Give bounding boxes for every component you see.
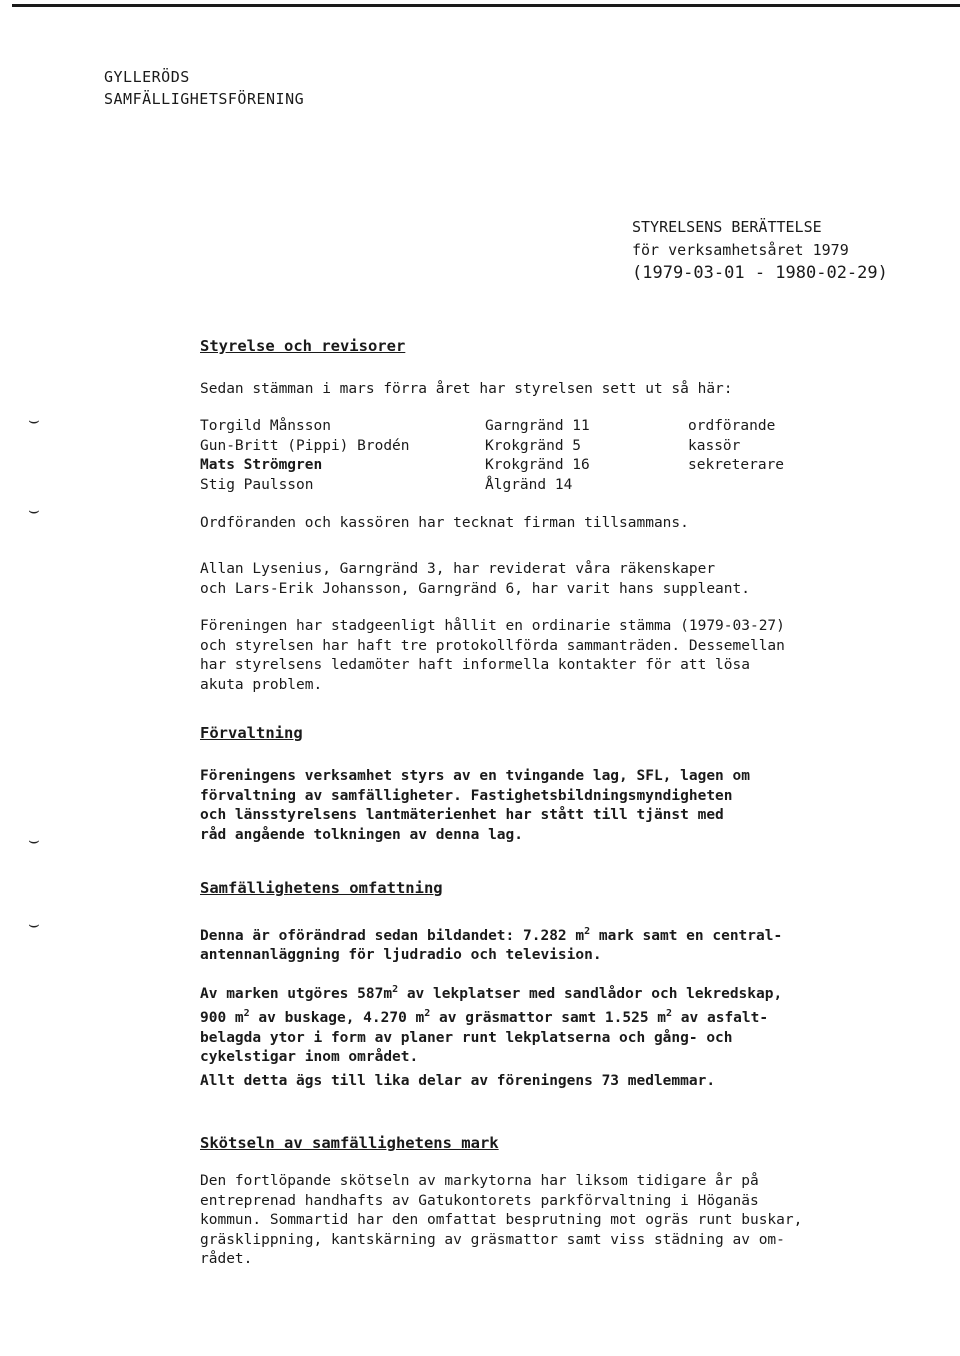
skotsel-line: kommun. Sommartid har den omfattat besprutning mot ogräs runt buskar, [200, 1212, 803, 1228]
omfattning-text: Denna är oförändrad sedan bildandet: 7.282 m [200, 927, 585, 944]
report-header [632, 216, 888, 285]
skotsel-line: entreprenad handhafts av Gatukontorets parkförvaltning i Höganäs [200, 1192, 759, 1209]
omfattning-paragraph-2 [200, 980, 920, 1068]
omfattning-line [200, 922, 920, 946]
member-role: sekreterare [688, 457, 785, 473]
omfattning-paragraph-1 [200, 922, 920, 966]
stamma-line: och styrelsen har haft tre protokollförda sammanträden. Dessemellan [200, 637, 785, 654]
member-name: Gun-Britt (Pippi) Brodén [200, 437, 410, 454]
board-member-row [200, 456, 920, 476]
board-member-row [200, 417, 920, 437]
firma-paragraph [200, 514, 920, 534]
member-address: Garngränd 11 [485, 418, 590, 434]
forvaltning-line: råd angående tolkningen av denna lag. [200, 826, 524, 843]
member-role: kassör [688, 437, 741, 454]
omfattning-line: antennanläggning för ljudradio och television. [200, 947, 602, 964]
forvaltning-paragraph [200, 767, 920, 845]
organization-name [104, 66, 304, 110]
heading-forvaltning: Förvaltning [200, 724, 303, 742]
omfattning-line: cykelstigar inom området. [200, 1049, 419, 1066]
stamma-paragraph [200, 617, 920, 695]
member-address: Ålgränd 14 [485, 476, 573, 493]
omfattning-line [200, 980, 920, 1004]
skotsel-line: Den fortlöpande skötseln av markytorna har liksom tidigare år på [200, 1173, 759, 1189]
punch-mark: ⌣ [28, 500, 40, 521]
superscript: 2 [584, 926, 591, 937]
firma-text: Ordföranden och kassören har tecknat firman tillsammans. [200, 515, 689, 531]
punch-mark: ⌣ [28, 410, 40, 431]
omfattning-text: 900 m [200, 1010, 244, 1027]
omfattning-text: av lekplatser med sandlådor och lekredskap, [398, 985, 783, 1002]
skotsel-paragraph [200, 1172, 920, 1270]
stamma-line: akuta problem. [200, 676, 323, 693]
omfattning-text: av gräsmattor samt 1.525 m [430, 1010, 667, 1027]
board-member-row [200, 476, 920, 496]
heading-omfattning: Samfällighetens omfattning [200, 879, 443, 897]
superscript: 2 [666, 1008, 673, 1020]
heading-styrelse: Styrelse och revisorer [200, 337, 406, 355]
stamma-line: har styrelsens ledamöter haft informella kontakter för att lösa [200, 657, 750, 673]
superscript: 2 [392, 984, 399, 995]
heading-skotsel: Skötseln av samfällighetens mark [200, 1134, 499, 1152]
board-members-table [200, 417, 920, 495]
revisor-paragraph [200, 560, 920, 599]
omfattning-text: av buskage, 4.270 m [249, 1010, 425, 1027]
omfattning-text: mark samt en central- [590, 927, 783, 944]
omfattning-paragraph-3 [200, 1072, 920, 1092]
superscript: 2 [243, 1008, 250, 1020]
report-title: STYRELSENS BERÄTTELSE [632, 218, 822, 236]
forvaltning-line: och länsstyrelsens lantmäterienhet har stått till tjänst med [200, 807, 724, 823]
punch-mark: ⌣ [28, 914, 40, 935]
revisor-line: och Lars-Erik Johansson, Garngränd 6, har varit hans suppleant. [200, 580, 750, 597]
organization-line-1: GYLLERÖDS [104, 68, 190, 86]
skotsel-line: rådet. [200, 1251, 253, 1267]
omfattning-text: Av marken utgöres 587m [200, 985, 393, 1002]
stamma-line: Föreningen har stadgeenligt hållit en ordinarie stämma (1979-03-27) [200, 618, 785, 634]
styrelse-intro [200, 380, 920, 400]
revisor-line: Allan Lysenius, Garngränd 3, har reviderat våra räkenskaper [200, 561, 716, 577]
member-name: Mats Strömgren [200, 457, 323, 473]
omfattning-line: Allt detta ägs till lika delar av föreningens 73 medlemmar. [200, 1073, 716, 1089]
skotsel-line: gräsklippning, kantskärning av gräsmattor samt viss städning av om- [200, 1231, 785, 1248]
member-address: Krokgränd 5 [485, 437, 582, 454]
organization-line-2: SAMFÄLLIGHETSFÖRENING [104, 90, 305, 108]
member-name: Torgild Månsson [200, 418, 331, 434]
member-role: ordförande [688, 418, 776, 434]
omfattning-text: av asfalt- [672, 1010, 769, 1027]
top-edge-line [12, 4, 960, 7]
superscript: 2 [424, 1008, 431, 1020]
omfattning-line [200, 1004, 920, 1028]
styrelse-intro-text: Sedan stämman i mars förra året har styrelsen sett ut så här: [200, 381, 733, 397]
member-address: Krokgränd 16 [485, 457, 590, 473]
forvaltning-line: Föreningens verksamhet styrs av en tvingande lag, SFL, lagen om [200, 768, 750, 784]
omfattning-line: belagda ytor i form av planer runt lekplatserna och gång- och [200, 1029, 733, 1046]
report-period: (1979-03-01 - 1980-02-29) [632, 263, 888, 283]
board-member-row [200, 437, 920, 457]
forvaltning-line: förvaltning av samfälligheter. Fastighetsbildningsmyndigheten [200, 787, 733, 804]
punch-mark: ⌣ [28, 830, 40, 851]
report-subtitle: för verksamhetsåret 1979 [632, 241, 849, 259]
member-name: Stig Paulsson [200, 476, 314, 493]
